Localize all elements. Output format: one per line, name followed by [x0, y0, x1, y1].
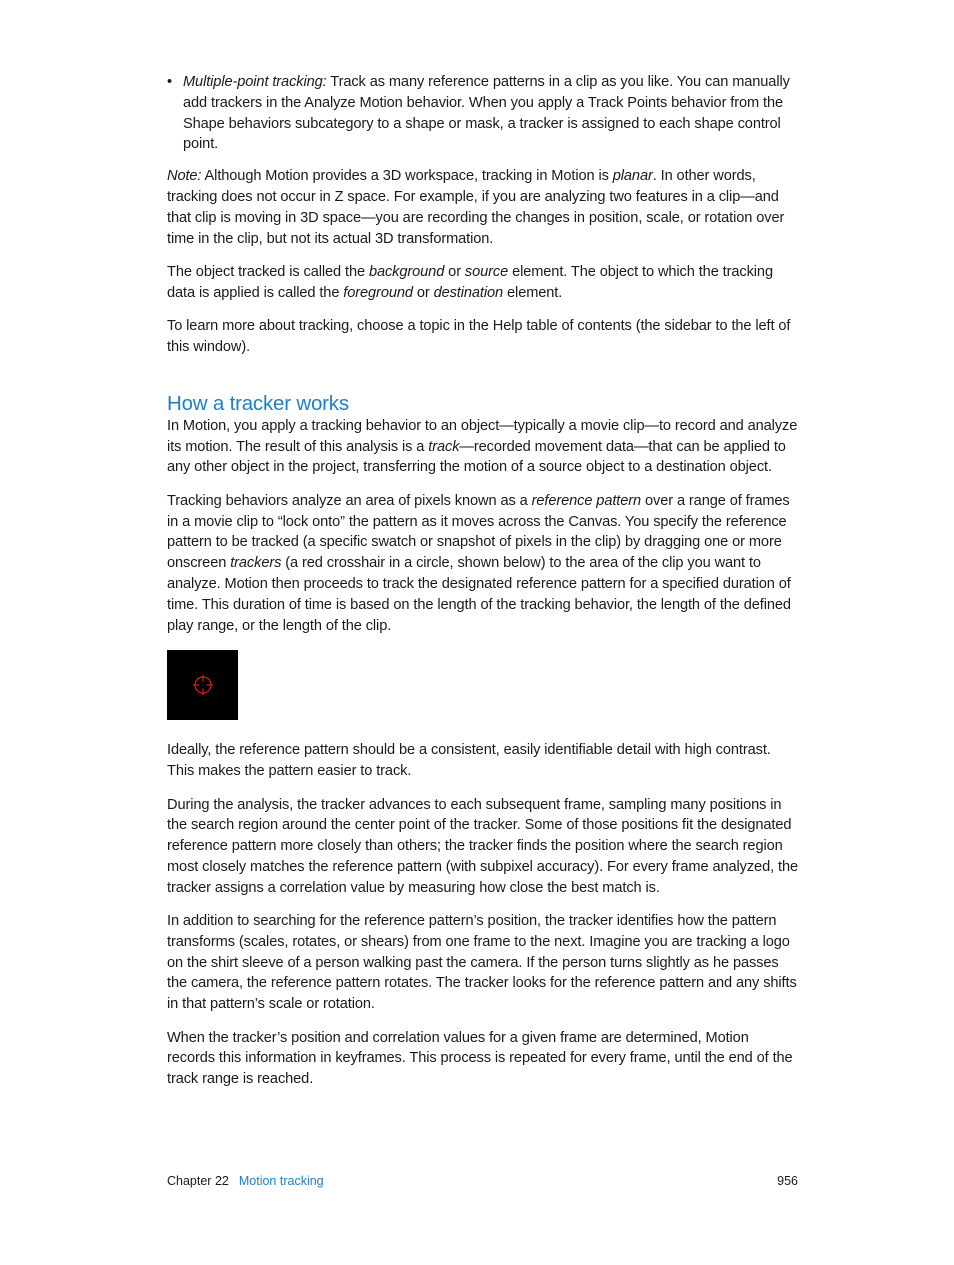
- section-heading: How a tracker works: [167, 391, 349, 415]
- text-run: or: [412, 284, 434, 301]
- behaviors-paragraph: [167, 491, 799, 637]
- text-run: Tracking behaviors analyze an area of pixels known as a: [167, 492, 532, 509]
- bullet-text: Track as many reference patterns in a clip as you like. You can manually add trackers in the Analyze Motion behavior. When you apply a Track Points behavior from the Shape behaviors subcategory to a shape or mask, a tracker is assigned to each shape control point.: [183, 74, 790, 153]
- text-run: (a red crosshair in a circle, shown below) to the area of the clip you want to analyze. Motion then proceeds to track the designated reference pattern for a specified duration of time. This duration of time is based on the length of the tracking behavior, the length of the defined play range, or the length of the clip.: [167, 555, 791, 634]
- text-run: The object tracked is called the: [167, 263, 369, 280]
- note-label: Note:: [167, 168, 202, 185]
- note-text-rest: . In other words, tracking does not occur in Z space. For example, if you are analyzing two features in a clip—and that clip is moving in 3D space—you are recording the changes in position, scale, or rotation over time in the clip, but not its actual 3D transformation.: [167, 168, 785, 247]
- footer-section-link[interactable]: Motion tracking: [238, 1174, 324, 1188]
- ideally-paragraph: Ideally, the reference pattern should be a consistent, easily identifiable detail with high contrast. This makes the pattern easier to track.: [167, 742, 771, 780]
- bullet-item-multiple-point: [167, 72, 799, 155]
- tracker-image: [167, 650, 238, 720]
- bullet-mark: •: [167, 74, 173, 90]
- page-body: [167, 72, 799, 1103]
- note-paragraph: [167, 166, 799, 249]
- page-footer: [167, 1172, 798, 1190]
- addition-paragraph: In addition to searching for the reference pattern’s position, the tracker identifies how the pattern transforms (scales, rotates, or shears) from one frame to the next. Imagine you are tracking a logo on the shirt sleeve of a person walking past the camera. If the person turns slightly as he passes the camera, the reference pattern rotates. The tracker looks for the reference pattern and any shifts in that pattern’s scale or rotation.: [167, 913, 797, 1013]
- emphasis-run: destination: [433, 284, 504, 301]
- section-heading-block: [167, 392, 799, 416]
- learn-more-paragraph: To learn more about tracking, choose a topic in the Help table of contents (the sidebar to the left of this window).: [167, 318, 791, 355]
- apply-paragraph: [167, 416, 799, 478]
- during-paragraph: During the analysis, the tracker advances to each subsequent frame, sampling many positions in the search region around the center point of the tracker. Some of those positions fit the designated reference pattern more closely than others; the tracker finds the position where the search region most closely matches the reference pattern (with subpixel accuracy). For every frame analyzed, the tracker assigns a correlation value by measuring how close the best match is.: [167, 796, 798, 896]
- note-emphasis: planar: [612, 168, 653, 185]
- emphasis-run: trackers: [230, 555, 282, 572]
- emphasis-run: source: [464, 263, 509, 280]
- footer-page-number: 956: [777, 1174, 798, 1188]
- emphasis-run: track: [428, 438, 460, 455]
- text-run: over a range of frames in a movie clip to “lock onto” the pattern as it moves across the Canvas. You specify the reference pattern to be tracked (a specific swatch or snapshot of pixels in the clip) by dragging one or more onscreen: [167, 492, 790, 572]
- when-paragraph: When the tracker’s position and correlation values for a given frame are determined, Motion records this information in keyframes. This process is repeated for every frame, until the end of the track range is reached.: [167, 1029, 793, 1088]
- footer-chapter: Chapter 22: [167, 1174, 229, 1188]
- note-text: Although Motion provides a 3D workspace, tracking in Motion is: [201, 168, 613, 185]
- tracker-crosshair-icon: [167, 650, 238, 720]
- emphasis-run: foreground: [343, 284, 413, 301]
- text-run: —recorded movement data—that can be applied to any other object in the project, transferring the motion of a source object to a destination object.: [167, 438, 786, 476]
- tracked-paragraph: [167, 262, 799, 304]
- text-run: element. The object to which the tracking data is applied is called the: [167, 263, 773, 301]
- emphasis-run: background: [368, 263, 445, 280]
- bullet-term: Multiple-point tracking:: [183, 74, 327, 90]
- text-run: In Motion, you apply a tracking behavior to an object—typically a movie clip—to record and analyze its motion. The result of this analysis is a: [167, 417, 798, 455]
- emphasis-run: reference pattern: [531, 492, 642, 509]
- text-run: element.: [503, 284, 563, 301]
- text-run: or: [444, 263, 465, 280]
